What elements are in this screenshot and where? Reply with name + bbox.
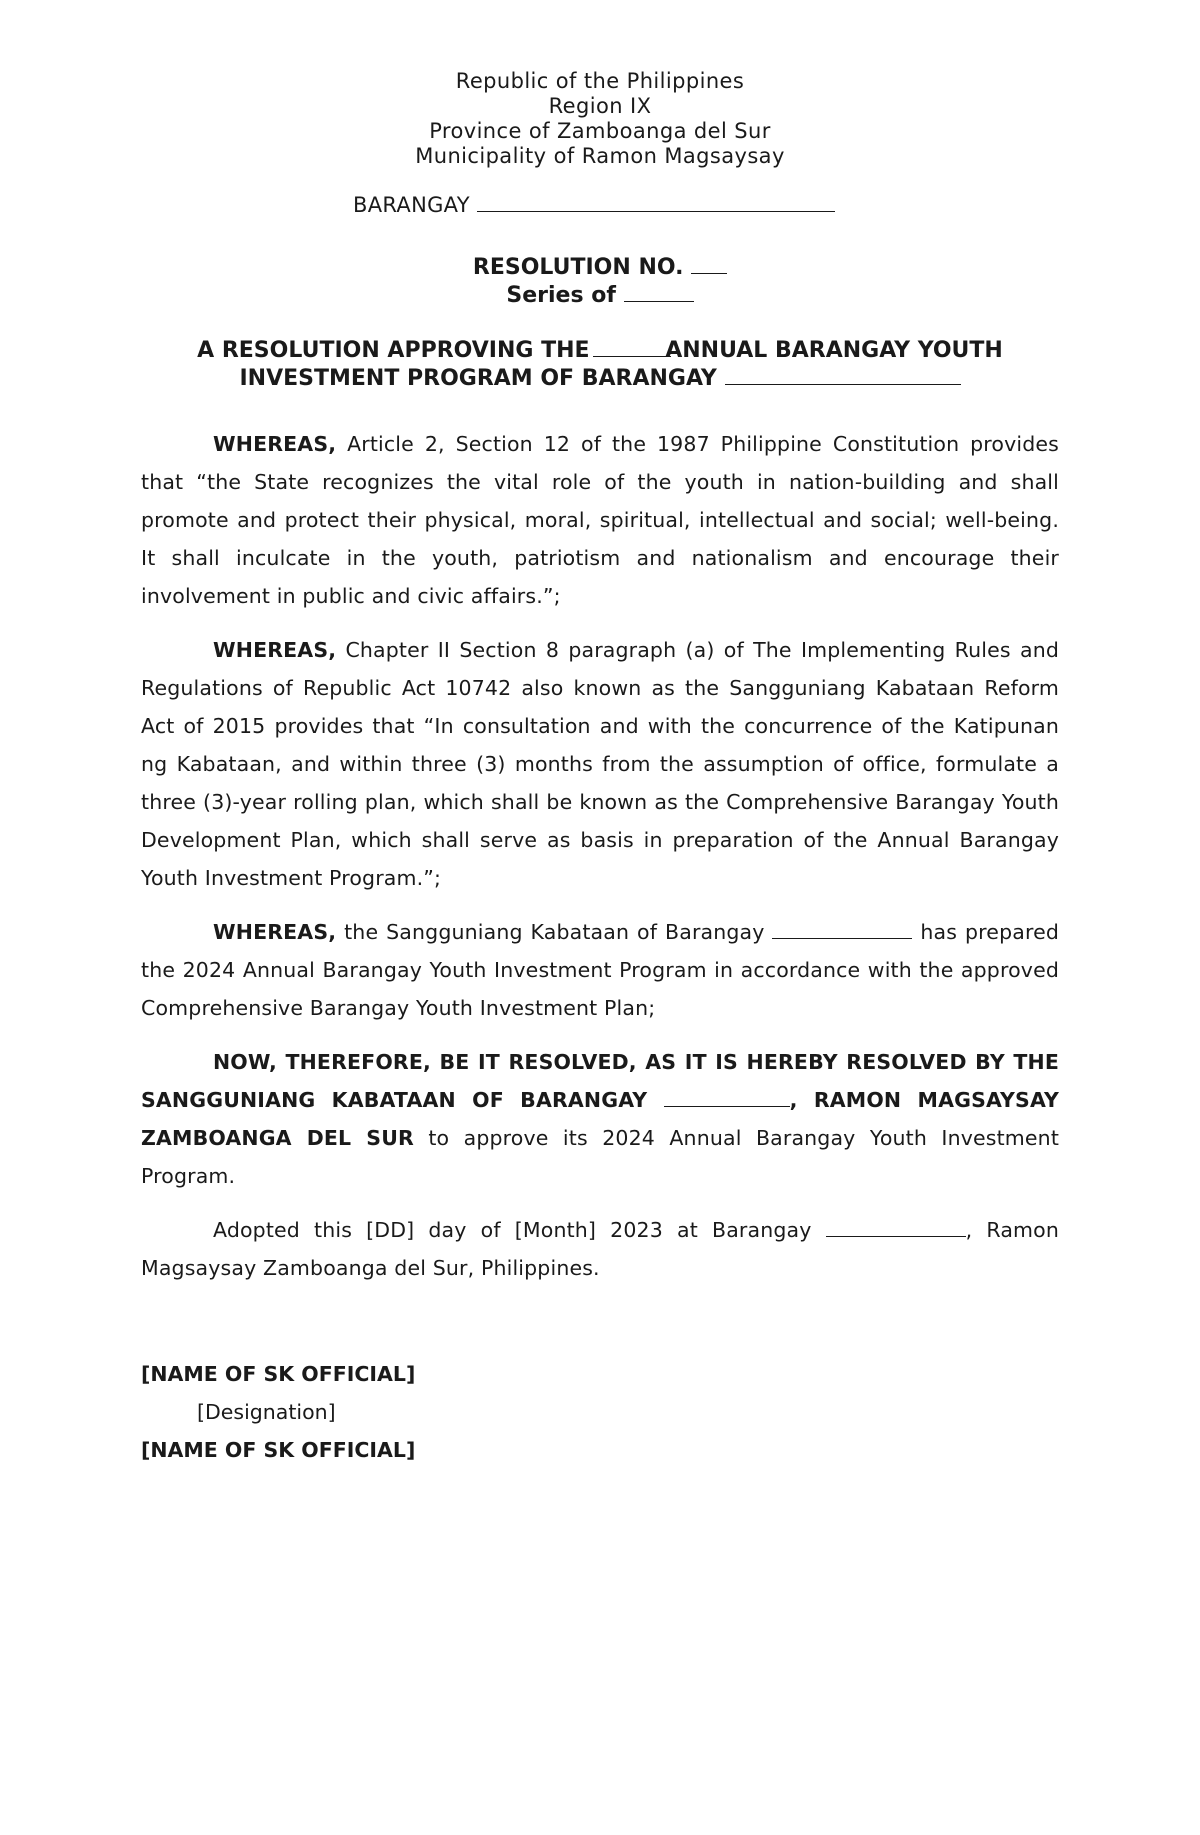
signatory-designation: [Designation] <box>197 1400 336 1424</box>
resolution-number-label: RESOLUTION NO. <box>472 255 684 280</box>
whereas-paragraph-2 <box>141 631 1059 897</box>
resolution-number-blank <box>691 253 727 274</box>
whereas-paragraph-3 <box>141 913 1059 1027</box>
title-part2: ANNUAL BARANGAY YOUTH <box>665 338 1003 363</box>
letterhead <box>141 0 1059 169</box>
header-republic: Republic of the Philippines <box>455 69 745 93</box>
adopted-before: Adopted this [DD] day of [Month] 2023 at Barangay <box>213 1218 826 1242</box>
signatory-name-2: [NAME OF SK OFFICIAL] <box>141 1438 416 1462</box>
resolution-title <box>141 336 1059 392</box>
resolved-paragraph <box>141 1043 1059 1195</box>
adopted-barangay-blank <box>826 1216 966 1237</box>
whereas-3-text-before: the Sangguniang Kabataan of Barangay <box>336 920 773 944</box>
resolution-heading <box>141 253 1059 309</box>
whereas-paragraph-1 <box>141 425 1059 615</box>
resolved-lead-before: NOW, THEREFORE, BE IT RESOLVED, AS IT IS HEREBY RESOLVED BY THE SANGGUNIANG KABATAAN OF BARANGAY <box>141 1050 1059 1112</box>
signatory-name-1: [NAME OF SK OFFICIAL] <box>141 1362 416 1386</box>
title-part1: A RESOLUTION APPROVING THE <box>197 338 590 363</box>
whereas-3-text-after: has prepared the 2024 Annual Barangay Youth Investment Program in accordance with the approved Comprehensive Barangay Youth Investment Plan; <box>141 920 1060 1020</box>
series-blank <box>624 281 694 302</box>
whereas-2-lead: WHEREAS, <box>213 638 337 662</box>
title-barangay-blank <box>725 364 961 385</box>
resolved-text: to approve its 2024 Annual Barangay Youth Investment Program. <box>141 1126 1060 1188</box>
whereas-1-text: Article 2, Section 12 of the 1987 Philippine Constitution provides that “the State recognizes the vital role of the youth in nation-building and shall promote and protect their physical, moral, spiritual, intellectual and social; well-being. It shall inculcate in the youth, patriotism and nationalism and encourage their involvement in public and civic affairs.”; <box>141 432 1059 608</box>
barangay-field <box>353 191 1059 219</box>
title-year-blank <box>593 336 671 357</box>
header-province: Province of Zamboanga del Sur <box>429 119 771 143</box>
resolved-lead-after: , RAMON MAGSAYSAY ZAMBOANGA DEL SUR <box>141 1088 1059 1150</box>
series-label: Series of <box>506 283 616 308</box>
header-region: Region IX <box>548 94 652 118</box>
adopted-after: , Ramon Magsaysay Zamboanga del Sur, Philippines. <box>141 1218 1059 1280</box>
resolved-barangay-blank <box>664 1086 790 1107</box>
barangay-blank <box>477 191 835 212</box>
whereas-3-lead: WHEREAS, <box>213 920 337 944</box>
header-municipality: Municipality of Ramon Magsaysay <box>415 144 785 168</box>
signature-block <box>141 1355 1059 1469</box>
whereas-1-lead: WHEREAS, <box>213 432 337 456</box>
barangay-label: BARANGAY <box>353 193 470 217</box>
whereas-3-barangay-blank <box>772 918 912 939</box>
whereas-2-text: Chapter II Section 8 paragraph (a) of The Implementing Rules and Regulations of Republic Act 10742 also known as the Sangguniang Kabataan Reform Act of 2015 provides that “In consultation and with the concurrence of the Katipunan ng Kabataan, and within three (3) months from the assumption of office, formulate a three (3)-year rolling plan, which shall be known as the Comprehensive Barangay Youth Development Plan, which shall serve as basis in preparation of the Annual Barangay Youth Investment Program.”; <box>141 638 1059 890</box>
title-part3: INVESTMENT PROGRAM OF BARANGAY <box>239 366 717 391</box>
adopted-paragraph <box>141 1211 1059 1287</box>
